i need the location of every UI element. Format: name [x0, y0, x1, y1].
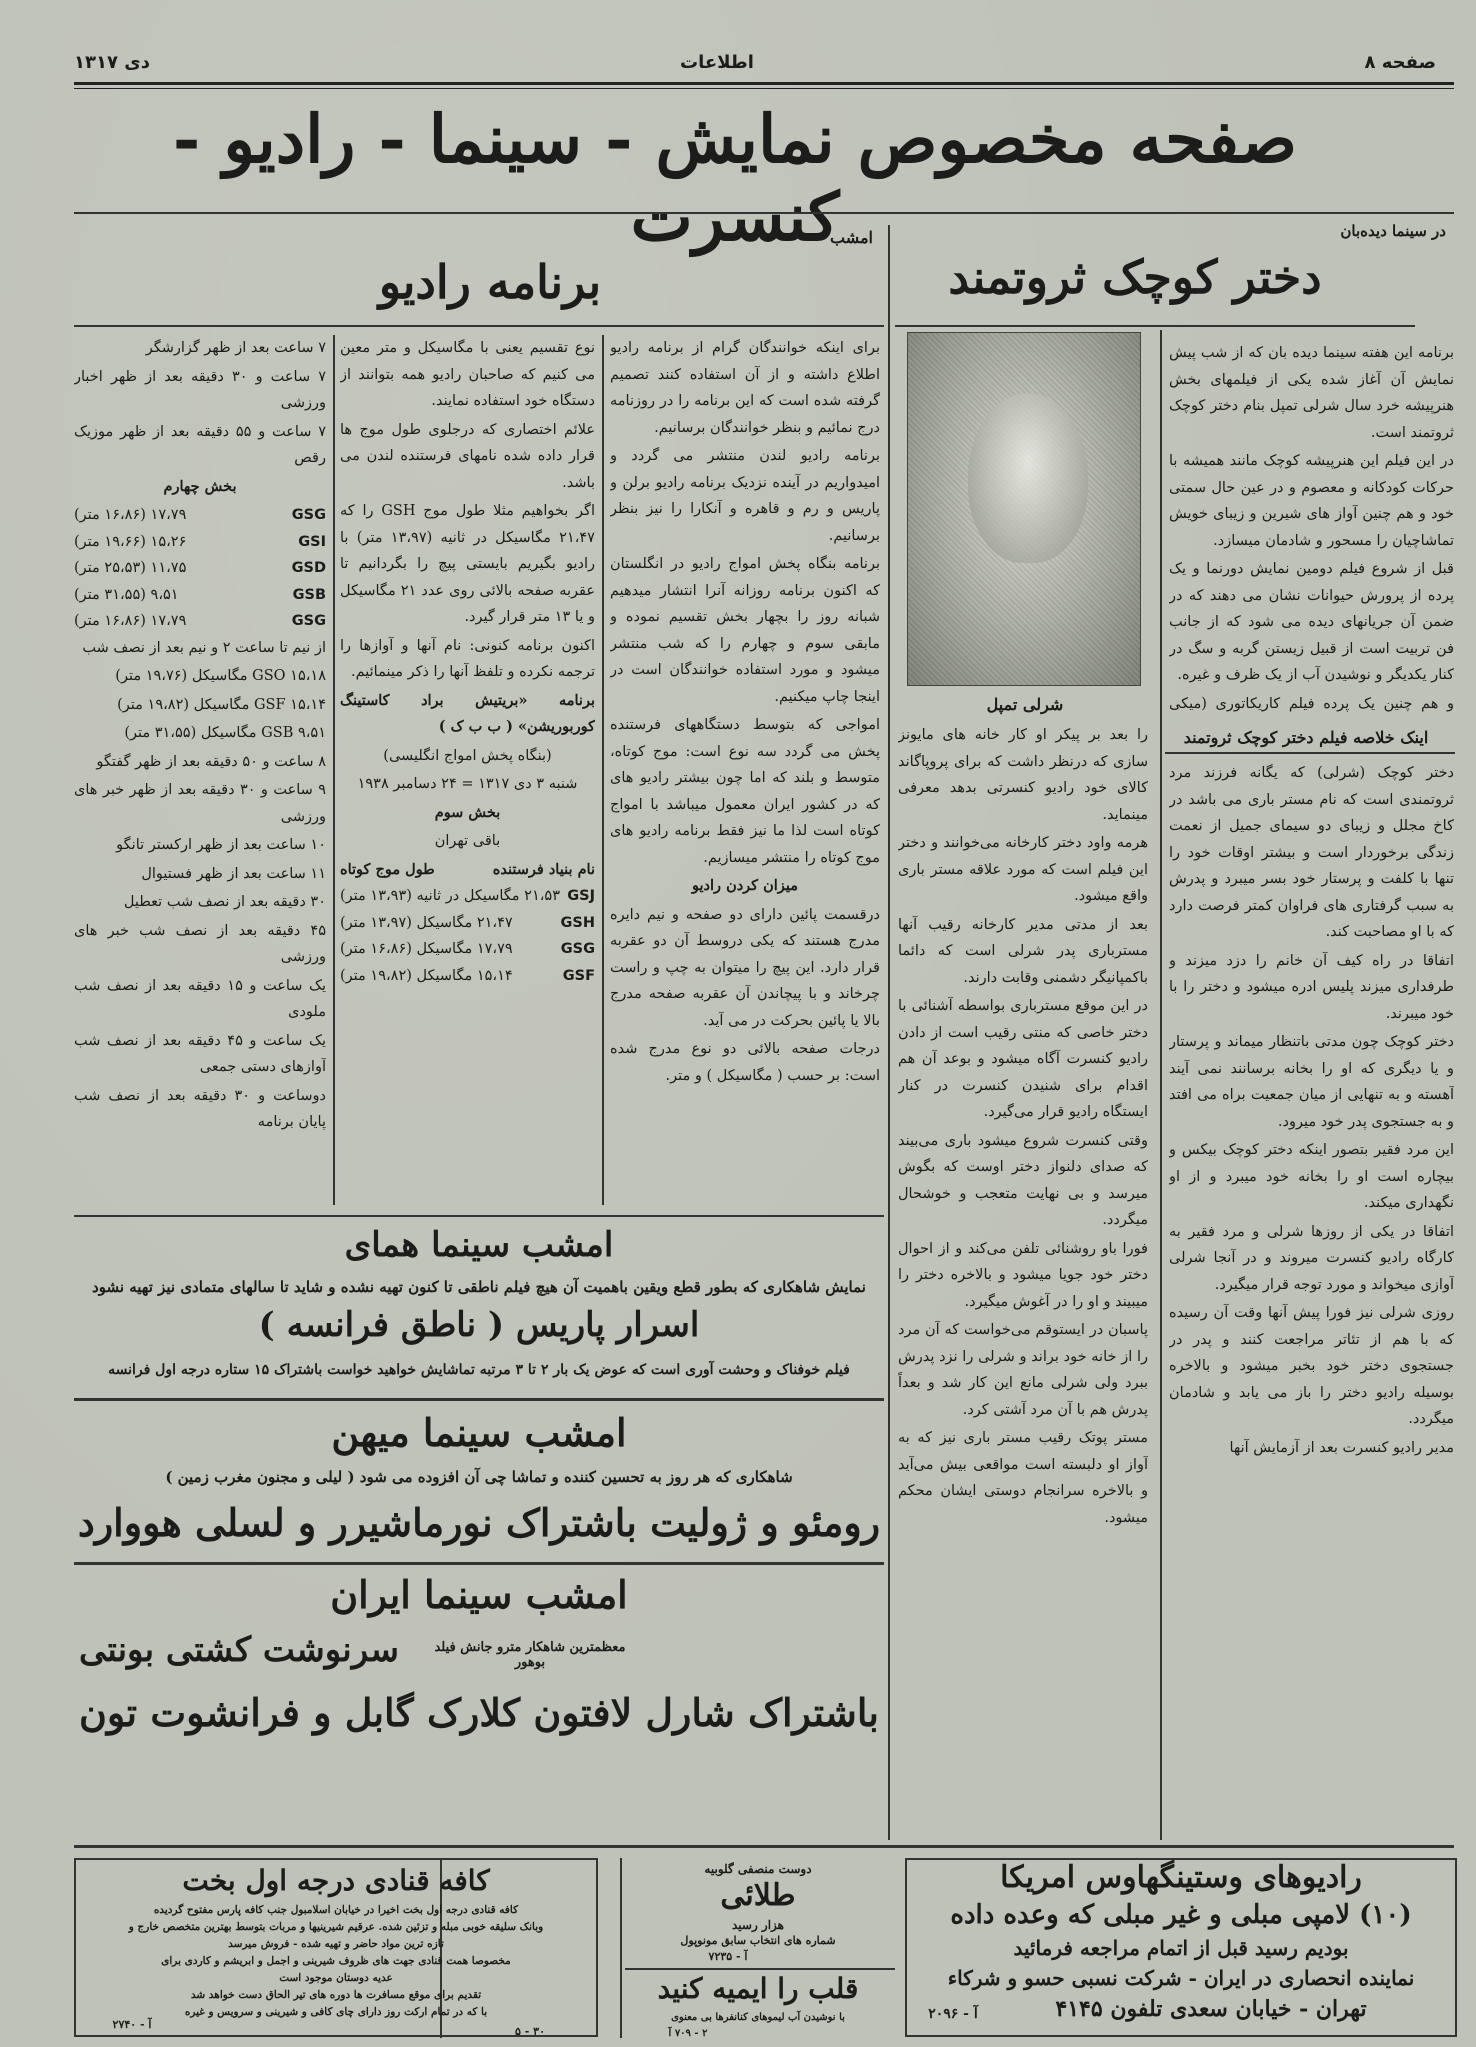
summary-paragraph: اتفاقا در راه کیف آن خانم را دزد میزند و طرفداری میزند پلیس ادره میشود و دختر را با خود میبرند.: [1169, 952, 1454, 1022]
cafe-line: مخصوصا همت قنادی جهت های ظروف شیرینی و اجمل و ابریشم و کاردی برای: [161, 1955, 511, 1967]
review-paragraph: و هم چنین یک پرده فیلم کاریکاتوری (میکی: [1169, 695, 1454, 712]
story-paragraph: فورا باو روشنائی تلفن می‌کند و از احوال دختر خود جویا میشود و بالاخره دختر را میبیند و او را در آغوش میگیرد.: [898, 1240, 1148, 1310]
radio-ad: [905, 1858, 1457, 2037]
station-frequency: ۱۵،۱۴ مگاسیکل (۱۹،۸۲ متر): [340, 967, 513, 984]
lemonade-line: با نوشیدن آب لیموهای کنانفرها بی معنوی: [671, 2012, 845, 2023]
radio-paragraph: ۱۰ ساعت بعد از ظهر ارکستر تانگو: [116, 837, 326, 853]
cafe-line: تازه ترین مواد حاضر و تهیه شده - فروش میرسد: [228, 1938, 444, 1950]
story-paragraph: را بعد بر پیکر او کار خانه های مایونز سازی که درنظر داشت که برای پروپاگاند کالای خود رادیو کنسرتی بدهد معرفی مینماید.: [898, 727, 1148, 823]
section3-header-cell: طول موج کوتاه: [340, 860, 435, 878]
station-code: GSJ: [567, 888, 595, 904]
station-code: GSG: [560, 941, 595, 957]
cafe-code: آ - ۲۷۴۰: [112, 2018, 152, 2031]
station-code: GSI: [298, 533, 326, 550]
cinema-homa-line1: نمایش شاهکاری که بطور قطع ویقین باهمیت آن هیچ فیلم ناطقی تا کنون تهیه نشده و شاید تا سالهای متمادی نیز تهیه نشود: [92, 1278, 866, 1296]
photo-caption: شرلی تمپل: [986, 695, 1064, 714]
cafe-ad: [74, 1858, 598, 2037]
station-frequency: ۹،۵۱ (۳۱،۵۵ متر): [74, 586, 179, 603]
cinema-mihan-line1: شاهکاری که هر روز به تحسین کننده و تماشا چی آن افزوده می شود ( لیلی و مجنون مغرب زمین ): [165, 1468, 793, 1486]
page-banner: صفحه مخصوص نمایش - سینما - رادیو - کنسرت: [172, 100, 1298, 256]
shirley-temple-photo: [907, 332, 1141, 686]
radio-paragraph: درقسمت پائین دارای دو صفحه و نیم دایره مدرج هستند که یکی دروسط آن دو عقربه قرار دارد. این پیچ را میتوان به چپ و راست چرخاند و با پیچاندن آن عقربه صفحه مدرج بالا یا پائین بحرکت در می آید.: [610, 906, 880, 1029]
radio-paragraph: ۱۱ ساعت بعد از ظهر فستیوال: [141, 865, 326, 882]
column-rule: [888, 225, 890, 1840]
column-rule: [1160, 330, 1162, 1840]
cafe-line: تقدیم برای موقع مسافرت ها دوره های تیر الحاق دست خواهد شد: [190, 1989, 482, 2001]
radio-ad-title: رادیوهای وستینگهاوس امریکا: [1000, 1860, 1362, 1895]
radio-ad-code: آ - ۲۰۹۶: [928, 2006, 978, 2022]
banner-rule: [74, 212, 1454, 214]
cinema-iran-cast: باشتراک شارل لافتون کلارک گابل و فرانشوت تون: [78, 1690, 879, 1735]
review-kicker: در سینما دیده‌بان: [1340, 222, 1446, 240]
photo-face: [968, 393, 1088, 563]
radio-title: برنامه رادیو: [378, 255, 602, 309]
radio-ad-line4: تهران - خیابان سعدی تلفون ۴۱۴۵: [1055, 1996, 1367, 2022]
station-code: GSB: [292, 586, 326, 603]
summary-paragraph: اتفاقا در یکی از روزها شرلی و مرد فقیر به کارگاه رادیو کنسرت میروند و در آنجا شرلی آوازی میخواند و مورد توجه قرار میگیرد.: [1169, 1223, 1454, 1293]
cinema-mihan-title: امشب سینما میهن: [331, 1410, 627, 1455]
review-body: [1169, 340, 1454, 720]
review-title-rule: [895, 325, 1415, 327]
radio-paragraph: GSF ۱۵،۱۴ مگاسیکل (۱۹،۸۲ متر): [117, 696, 326, 713]
lemonade-code: ۲ - ۷۰۹ آ: [668, 2028, 708, 2039]
radio-paragraph: ۴۵ دقیقه بعد از نصف شب خبر های ورزشی: [74, 922, 326, 965]
lemonade-title: قلب را ایمیه کنید: [657, 1972, 859, 2005]
radio-paragraph: یک ساعت و ۱۵ دقیقه بعد از نصف شب ملودی: [74, 977, 326, 1020]
section3-header-cell: نام بنیاد فرستنده: [492, 860, 595, 878]
radio-col2: [340, 335, 595, 1205]
radio-paragraph: برای اینکه خوانندگان گرام از برنامه رادیو اطلاع داشته و از آن استفاده کنند تصمیم گرفته شده است که این برنامه را در روزنامه درج نمائیم و بنظر خوانندگان برسانیم.: [610, 340, 880, 436]
cafe-line: کافه قنادی درجه اول بخت اخیرا در خیابان اسلامبول جنب کافه پارس مفتوح گردیده: [153, 1904, 519, 1916]
radio-paragraph: (بنگاه پخش امواج انگلیسی): [383, 747, 552, 764]
paper-name: اطلاعات: [680, 52, 754, 73]
summary-paragraph: روزی شرلی نیز فورا پیش آنها وقت آن رسیده که با هم از تئاتر مراجعت کنند و پدر در جستجوی دختر خود بخبر میشود و بالاخره بوسیله رادیو دختر را باز می یابد و شادمان میگردد.: [1169, 1305, 1454, 1427]
radio-paragraph: GSO ۱۵،۱۸ مگاسیکل (۱۹،۷۶ متر): [115, 668, 326, 684]
section-rule: [74, 1215, 884, 1217]
radio-paragraph: ۸ ساعت و ۵۰ دقیقه بعد از ظهر گفتگو: [96, 753, 326, 770]
summary-paragraph: این مرد فقیر بتصور اینکه دختر کوچک بیکس و بیچاره است او را بخانه خود میبرد و از او نگهداری میکند.: [1169, 1142, 1454, 1211]
ad-rule: [625, 1968, 895, 1970]
column-rule: [602, 335, 604, 1205]
review-paragraph: قبل از شروع فیلم دومین نمایش دورنما و یک پرده از پرورش حیوانات نشان می دهند که در ضمن آن جریانهای دیده می شود که از جانب فن تربیت است از قبیل زیستن گربه و سگ در کنار یکدیگر و نوشیدن آب از یک ظرف و غیره.: [1169, 561, 1454, 683]
section-rule: [74, 1562, 884, 1565]
story-paragraph: مستر پوتک رقیب مستر باری نیز که به آواز او دلبسته است مواقعی بیش می‌آید و بالاخره سرانجام دوستی ایشان محکم میشود.: [898, 1430, 1148, 1526]
station-frequency: ۲۱،۵۳ مگاسیکل در ثانیه (۱۳،۹۳ متر): [340, 888, 561, 904]
station-frequency: ۱۱،۷۵ (۲۵،۵۳ متر): [74, 560, 187, 576]
cafe-line: وبانک سلیقه خوبی مبله و تزئین شده. عرقیم شیرینیها و مربات بتوسط بهترین متخصص خارج و: [128, 1921, 544, 1933]
summary-rule: [1165, 752, 1455, 754]
ads-rule: [74, 1845, 1454, 1848]
section3-header: [340, 857, 595, 884]
radio-paragraph: دوساعت و ۳۰ دقیقه بعد از نصف شب پایان برنامه: [74, 1087, 326, 1130]
table-row: [340, 936, 595, 963]
story-paragraph: بعد از مدتی مدیر کارخانه رقیب آنها مسترباری پدر شرلی است که دائما باکمپانیگر دشمنی وقابت دارند.: [898, 916, 1148, 986]
cinema-homa-line2: فیلم خوفناک و وحشت آوری است که عوض یک بار ۲ تا ۳ مرتبه تماشایش خواهید خواست باشتراک ۱۵ ستاره درجه اول فرانسه: [108, 1362, 850, 1378]
radio-paragraph: یک ساعت و ۴۵ دقیقه بعد از نصف شب آوازهای دستی جمعی: [74, 1032, 326, 1075]
cinema-iran-film: سرنوشت کشتی بونتی: [78, 1630, 400, 1670]
lottery-code: آ - ۷۲۳۵: [708, 1950, 748, 1963]
page-number: صفحه ۸: [1364, 52, 1436, 73]
lottery-line: شماره های انتخاب سابق مونوپول: [680, 1934, 836, 1947]
table-row: [74, 555, 326, 582]
radio-ad-line1: (۱۰) لامپی مبلی و غیر مبلی که وعده داده: [950, 1900, 1412, 1930]
radio-paragraph: اگر بخواهیم مثلا طول موج GSH را که ۲۱،۴۷ مگاسیکل در ثانیه (۱۳،۹۷ متر) با رادیو بگیریم بایستی پیچ را بگردانیم تا عقربه صفحه بالائی روی عدد ۲۱ مگاسیکل و یا ۱۳ متر قرار گیرد.: [340, 503, 595, 625]
cinema-mihan-film: رومئو و ژولیت باشتراک نورماشیرر و لسلی هووارد: [77, 1500, 881, 1545]
radio-section-title: بخش چهارم: [163, 477, 237, 495]
middle-ad-code: ۳۰ - ۵: [515, 2025, 545, 2038]
station-code: GSG: [291, 613, 326, 629]
radio-paragraph: ۷ ساعت بعد از ظهر گزارشگر: [145, 340, 326, 356]
radio-date: شنبه ۳ دی ۱۳۱۷ = ۲۴ دسامبر ۱۹۳۸: [357, 776, 578, 792]
station-frequency: ۲۱،۴۷ مگاسیکل (۱۳،۹۷ متر): [340, 914, 513, 931]
table-row: [340, 883, 595, 910]
cinema-iran-title: امشب سینما ایران: [330, 1572, 628, 1617]
radio-col1: [610, 335, 880, 1205]
radio-paragraph: باقی تهران: [434, 833, 501, 849]
table-row: [340, 963, 595, 990]
radio-subheading: میزان کردن رادیو: [692, 877, 798, 894]
station-frequency: ۱۵،۲۶ (۱۹،۶۶ متر): [74, 533, 187, 550]
summary-body: [1169, 760, 1454, 1840]
radio-paragraph: ۷ ساعت و ۳۰ دقیقه بعد از ظهر اخبار ورزشی: [74, 368, 326, 411]
section-rule: [74, 1398, 884, 1401]
cinema-homa-film: اسرار پاریس ( ناطق فرانسه ): [258, 1305, 700, 1345]
station-code: GSH: [560, 914, 595, 931]
radio-paragraph: از نیم تا ساعت ۲ و نیم بعد از نصف شب: [82, 639, 326, 656]
radio-program-name: برنامه «بریتیش براد کاستینگ کوربوریشن» ( ب ب ک ): [340, 691, 595, 735]
cinema-iran-line1: معظمترین شاهکار مترو جانش فیلد بوهور: [434, 1640, 626, 1670]
review-title: دختر کوچک ثروتمند: [948, 250, 1322, 304]
lottery-top: دوست منصفی گلوبیه: [704, 1862, 812, 1876]
header-rule: [74, 82, 1454, 85]
summary-paragraph: دختر کوچک (شرلی) که یگانه فرزند مرد ثروتمندی است که نام مستر باری می باشد در کاخ مجلل و زیبای دو سیمای جمیل از نعمت زندگی برخوردار است و بیشتر اوقات خود را تنها با کلفت و پرستار خود بسر میبرد و پدرش به سبب گرفتاری های فراوان کمتر فرصت دارد که با او مصاحبت کند.: [1169, 765, 1454, 940]
summary-title: اینک خلاصه فیلم دختر کوچک ثروتمند: [1183, 728, 1429, 747]
station-frequency: ۱۷،۷۹ (۱۶،۸۶ متر): [74, 507, 187, 523]
column-rule: [333, 335, 335, 1205]
radio-paragraph: ۹ ساعت و ۳۰ دقیقه بعد از ظهر خبر های ورزشی: [74, 782, 326, 825]
station-code: GSD: [291, 560, 326, 576]
station-frequency: ۱۷،۷۹ مگاسیکل (۱۶،۸۶ متر): [340, 941, 513, 957]
cafe-line: عدیه دوستان موجود است: [279, 1972, 393, 1984]
radio-paragraph: ۳۰ دقیقه بعد از نصف شب تعطیل: [123, 894, 326, 910]
middle-story: [898, 722, 1148, 1837]
radio-paragraph: اکنون برنامه کنونی: نام آنها و آوازها را ترجمه نکرده و تلفظ آنها را ذکر مینمائیم.: [340, 637, 595, 680]
radio-col3: [74, 335, 326, 1205]
radio-paragraph: درجات صفحه بالائی دو نوع مدرج شده است: بر حسب ( مگاسیکل ) و متر.: [610, 1041, 880, 1084]
review-paragraph: برنامه این هفته سینما دیده بان که از شب پیش نمایش آن آغاز شده یکی از فیلمهای بخش هنرپیشه خرد سال شرلی تمپل بنام دختر کوچک ثروتمند است.: [1169, 345, 1454, 441]
radio-ad-line3: نماینده انحصاری در ایران - شرکت نسبی حسو و شرکاء: [947, 1966, 1415, 1990]
table-row: [74, 502, 326, 529]
table-row: [74, 582, 326, 609]
radio-paragraph: برنامه بنگاه پخش امواج رادیو در انگلستان که اکنون برنامه روزانه آنرا انتشار میدهیم شبانه روز را بچهار بخش تقسیم نموده و مابقی سوم و چهارم را که شب منتشر میشود و مورد استفاده خوانندگان است در اینجا چاپ میکنیم.: [610, 556, 880, 705]
summary-paragraph: مدیر رادیو کنسرت بعد از آزمایش آنها: [1229, 1439, 1454, 1456]
table-row: [74, 529, 326, 556]
radio-tonight: امشب: [830, 228, 873, 247]
radio-paragraph: برنامه رادیو لندن منتشر می گردد و امیدواریم در آینده نزدیک برنامه رادیو برلن و پاریس و رم و قاهره و آنکارا را نیز بنظر برسانیم.: [610, 448, 880, 544]
radio-paragraph: علائم اختصاری که درجلوی طول موج ها قرار داده شده نامهای فرستنده لندن می باشد.: [340, 421, 595, 491]
radio-rule: [74, 325, 884, 327]
lottery-title: طلائی: [720, 1878, 796, 1913]
radio-paragraph: امواجی که بتوسط دستگاههای فرستنده پخش می گردد سه نوع است: موج کوتاه، متوسط و بلند که اما چون بیشتر رادیو های که در کشور ایران معمول میباشد با امواج کوتاه است لذا ما نیز فقط برنامه رادیو های موج کوتاه را منتشر میسازیم.: [610, 717, 880, 866]
column-rule: [620, 1858, 622, 2038]
station-frequency: ۱۷،۷۹ (۱۶،۸۶ متر): [74, 613, 187, 629]
radio-paragraph: نوع تقسیم یعنی با مگاسیکل و متر معین می کنیم که صاحبان رادیو همه بتوانند از دستگاه خود استفاده نمایند.: [340, 340, 595, 409]
table-row: [74, 608, 326, 635]
cinema-homa-title: امشب سینما همای: [344, 1225, 614, 1265]
header-rule-thin: [74, 88, 1454, 89]
review-paragraph: در این فیلم این هنرپیشه کوچک مانند همیشه با حرکات کودکانه و معصوم و در عین حال سمتی خود و هم چنین آواز های شیرین و زیبای خویش تماشاچیان را مسحور و شادمان میسازد.: [1169, 453, 1454, 549]
radio-section-title: بخش سوم: [434, 803, 501, 821]
story-paragraph: در این موقع مسترباری بواسطه آشنائی با دختر خاصی که منتی رقیب است از دادن رادیو کنسرت آگاه میشود و بوعد آن هم اقدام برای شنیدن کنسرت در کنار ایستگاه رادیو قرار می‌گیرد.: [898, 998, 1148, 1120]
cafe-title: کافه قنادی درجه اول بخت: [182, 1864, 490, 1897]
station-code: GSF: [562, 967, 595, 984]
radio-paragraph: GSB ۹،۵۱ مگاسیکل (۳۱،۵۵ متر): [124, 725, 326, 741]
cafe-line: با که در تمام ارکت روز دارای چای کافی و شیرینی و سرویس و غیره: [184, 2006, 488, 2018]
station-code: GSG: [291, 507, 326, 523]
issue-date: دی ۱۳۱۷: [74, 52, 150, 73]
story-paragraph: پاسبان در ایستوقم می‌خواست که آن مرد را از خانه خود براند و شرلی را نزد پدرش ببرد ولی شرلی مانع این کار شد و بعداً پدرش هم با آن مرد آشتی کرد.: [898, 1322, 1148, 1418]
lottery-sub: هزار رسید: [731, 1918, 785, 1932]
story-paragraph: وقتی کنسرت شروع میشود باری می‌بیند که صدای دلنواز دختر اوست که بگوش میرسد و بی نهایت متعجب و خوشحال میگردد.: [898, 1132, 1148, 1228]
radio-ad-line2: بودیم رسید قبل از اتمام مراجعه فرمائید: [1013, 1936, 1349, 1960]
summary-paragraph: دختر کوچک چون مدتی باتنظار میماند و پرستار و یا دیگری که او را بخانه برسانند نمی آیند آهسته و به تنهایی از میان جمعیت براه می افتد و به جستجوی پدر خود میرود.: [1169, 1034, 1454, 1130]
story-paragraph: هرمه واود دختر کارخانه می‌خوانند و دختر این فیلم است که مورد علاقه مستر باری واقع میشود.: [898, 835, 1148, 904]
radio-paragraph: ۷ ساعت و ۵۵ دقیقه بعد از ظهر موزیک رقص: [74, 423, 326, 466]
table-row: [340, 910, 595, 937]
